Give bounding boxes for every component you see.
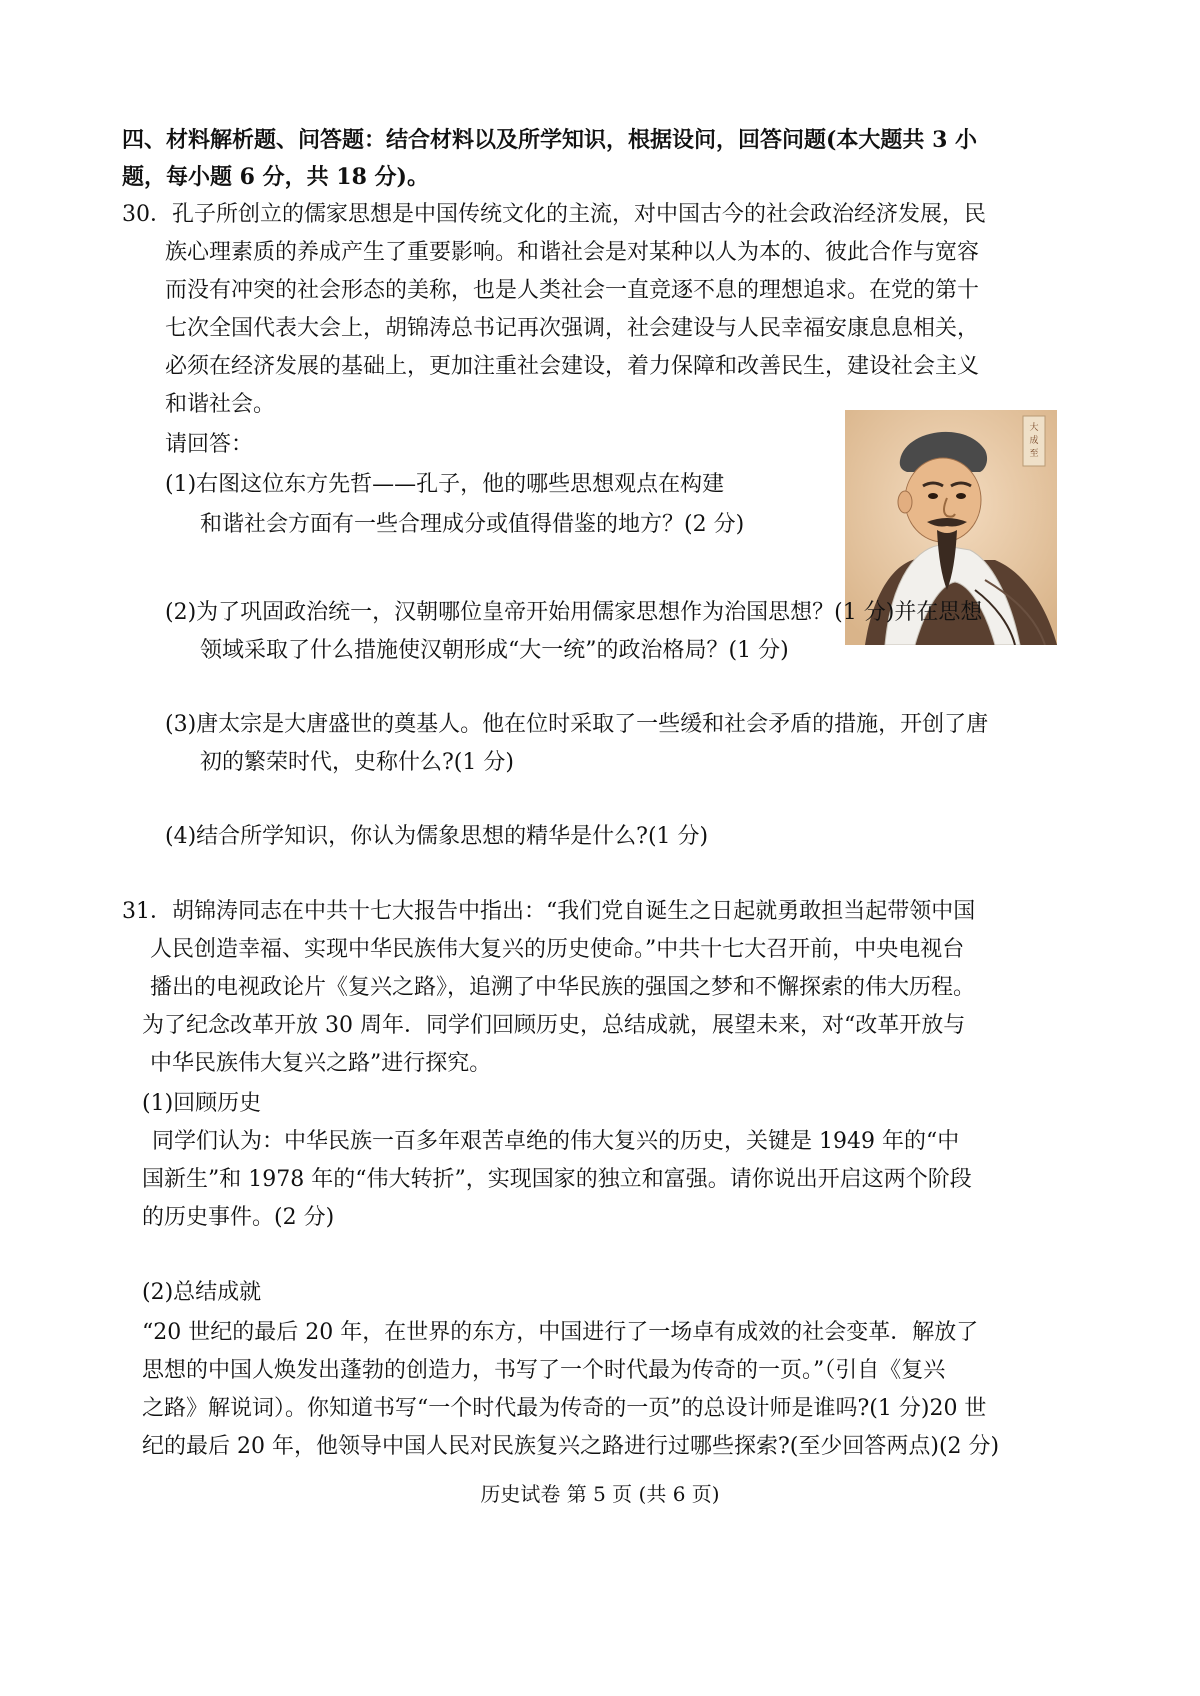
q30-sub2-line: (2)为了巩固政治统一，汉朝哪位皇帝开始用儒家思想作为治国思想？(1 分)并在思想 <box>165 600 983 625</box>
q31-part2-text-line: 思想的中国人焕发出蓬勃的创造力，书写了一个时代最为传奇的一页。”（引自《复兴 <box>142 1358 946 1383</box>
q31-part1-text-line: 同学们认为：中华民族一百多年艰苦卓绝的伟大复兴的历史，关键是 1949 年的“中 <box>152 1129 960 1154</box>
q30-material-line: 族心理素质的养成产生了重要影响。和谐社会是对某种以人为本的、彼此合作与宽容 <box>165 240 980 265</box>
q31-part1-title: (1)回顾历史 <box>142 1091 262 1116</box>
portrait-inscription: 至 <box>1029 449 1039 459</box>
q31-part1-text-line: 国新生”和 1978 年的“伟大转折”，实现国家的独立和富强。请你说出开启这两个阶段 <box>142 1167 972 1192</box>
q30-material-line: 30．孔子所创立的儒家思想是中国传统文化的主流，对中国古今的社会政治经济发展，民 <box>122 202 986 227</box>
q31-material-line: 播出的电视政论片《复兴之路》，追溯了中华民族的强国之梦和不懈探索的伟大历程。 <box>150 975 976 1000</box>
q31-material-line: 中华民族伟大复兴之路”进行探究。 <box>150 1051 492 1076</box>
q30-prompt: 请回答： <box>165 432 254 457</box>
q31-material-line: 人民创造幸福、实现中华民族伟大复兴的历史使命。”中共十七大召开前，中央电视台 <box>150 937 965 962</box>
q30-material-line: 而没有冲突的社会形态的美称，也是人类社会一直竞逐不息的理想追求。在党的第十 <box>165 278 980 303</box>
q30-material-line: 必须在经济发展的基础上，更加注重社会建设，着力保障和改善民生，建设社会主义 <box>165 354 980 379</box>
q30-sub2-line: 领域采取了什么措施使汉朝形成“大一统”的政治格局？(1 分) <box>200 638 789 663</box>
portrait-inscription: 成 <box>1029 436 1039 446</box>
q31-part2-text-line: 之路》解说词）。你知道书写“一个时代最为传奇的一页”的总设计师是谁吗?(1 分)20 世 <box>142 1396 987 1421</box>
q31-part2-title: (2)总结成就 <box>142 1280 262 1305</box>
q30-sub4: (4)结合所学知识，你认为儒象思想的精华是什么?(1 分) <box>165 824 709 849</box>
q31-part1-text-line: 的历史事件。(2 分) <box>142 1205 335 1230</box>
section-header-line-2: 题，每小题 6 分，共 18 分)。 <box>122 164 429 190</box>
q31-part2-text-line: “20 世纪的最后 20 年，在世界的东方，中国进行了一场卓有成效的社会变革．解放了 <box>142 1320 979 1345</box>
q30-sub1-line: (1)右图这位东方先哲——孔子，他的哪些思想观点在构建 <box>165 472 725 497</box>
q30-sub3-line: (3)唐太宗是大唐盛世的奠基人。他在位时采取了一些缓和社会矛盾的措施，开创了唐 <box>165 712 989 737</box>
page-footer: 历史试卷 第 5 页 (共 6 页) <box>480 1482 720 1506</box>
q30-sub3-line: 初的繁荣时代，史称什么?(1 分) <box>200 750 514 775</box>
q31-material-line: 为了纪念改革开放 30 周年．同学们回顾历史，总结成就，展望未来，对“改革开放与 <box>142 1013 966 1038</box>
q30-material-line: 七次全国代表大会上，胡锦涛总书记再次强调，社会建设与人民幸福安康息息相关， <box>165 316 980 341</box>
section-header-line-1: 四、材料解析题、问答题：结合材料以及所学知识，根据设问，回答问题(本大题共 3 小 <box>122 127 978 153</box>
portrait-inscription: 大 <box>1029 423 1039 433</box>
q31-part2-text-line: 纪的最后 20 年，他领导中国人民对民族复兴之路进行过哪些探索?(至少回答两点)(2 分) <box>142 1434 1000 1459</box>
q30-material-line: 和谐社会。 <box>165 392 276 417</box>
q30-sub1-line: 和谐社会方面有一些合理成分或值得借鉴的地方？(2 分) <box>200 512 745 537</box>
q31-material-line: 31．胡锦涛同志在中共十七大报告中指出：“我们党自诞生之日起就勇敢担当起带领中国 <box>122 899 976 924</box>
